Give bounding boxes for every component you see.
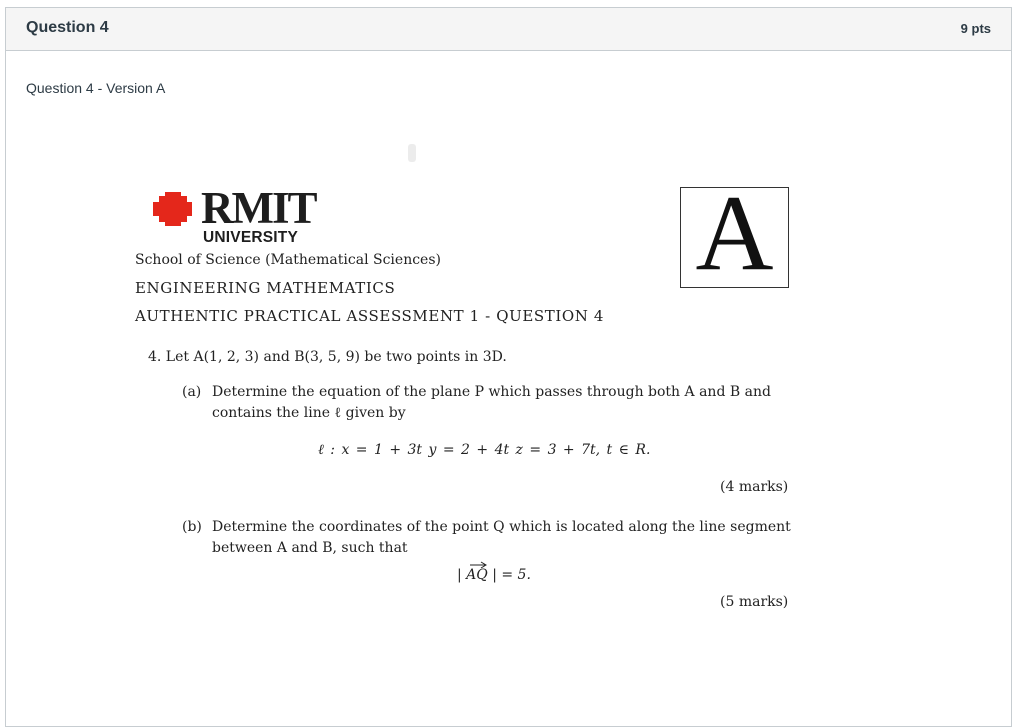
part-a-text-line1: Determine the equation of the plane P which passes through both A and B and <box>212 384 771 400</box>
scan-artifact <box>408 144 416 162</box>
question-stem: 4. Let A(1, 2, 3) and B(3, 5, 9) be two points in 3D. <box>148 349 507 365</box>
rmit-pixel-icon <box>153 190 197 230</box>
part-b-marks: (5 marks) <box>720 594 789 610</box>
question-version-label: Question 4 - Version A <box>26 80 166 96</box>
question-title: Question 4 <box>26 19 109 36</box>
part-a-text-line2: contains the line ℓ given by <box>212 405 406 421</box>
part-b-text-line2: between A and B, such that <box>212 540 408 556</box>
part-b-equation: | AQ | = 5. <box>457 567 531 583</box>
part-b-text-line1: Determine the coordinates of the point Q which is located along the line segment <box>212 519 791 535</box>
school-name: School of Science (Mathematical Sciences) <box>135 252 441 268</box>
part-a-equation: ℓ : x = 1 + 3t y = 2 + 4t z = 3 + 7t, t ∈ R. <box>318 442 651 458</box>
logo-subtitle: UNIVERSITY <box>203 229 299 246</box>
assessment-title: AUTHENTIC PRACTICAL ASSESSMENT 1 - QUESTION 4 <box>135 307 605 325</box>
question-card <box>5 7 1012 727</box>
version-letter: A <box>695 174 774 293</box>
part-a-marks: (4 marks) <box>720 479 789 495</box>
logo-wordmark: RMIT <box>201 183 316 233</box>
subject-title: ENGINEERING MATHEMATICS <box>135 279 396 297</box>
exam-question-image <box>6 8 1011 726</box>
part-b-label: (b) <box>182 519 202 535</box>
rmit-logo <box>153 183 323 248</box>
question-points: 9 pts <box>960 21 991 36</box>
part-a-label: (a) <box>182 384 202 400</box>
version-box <box>680 174 789 293</box>
